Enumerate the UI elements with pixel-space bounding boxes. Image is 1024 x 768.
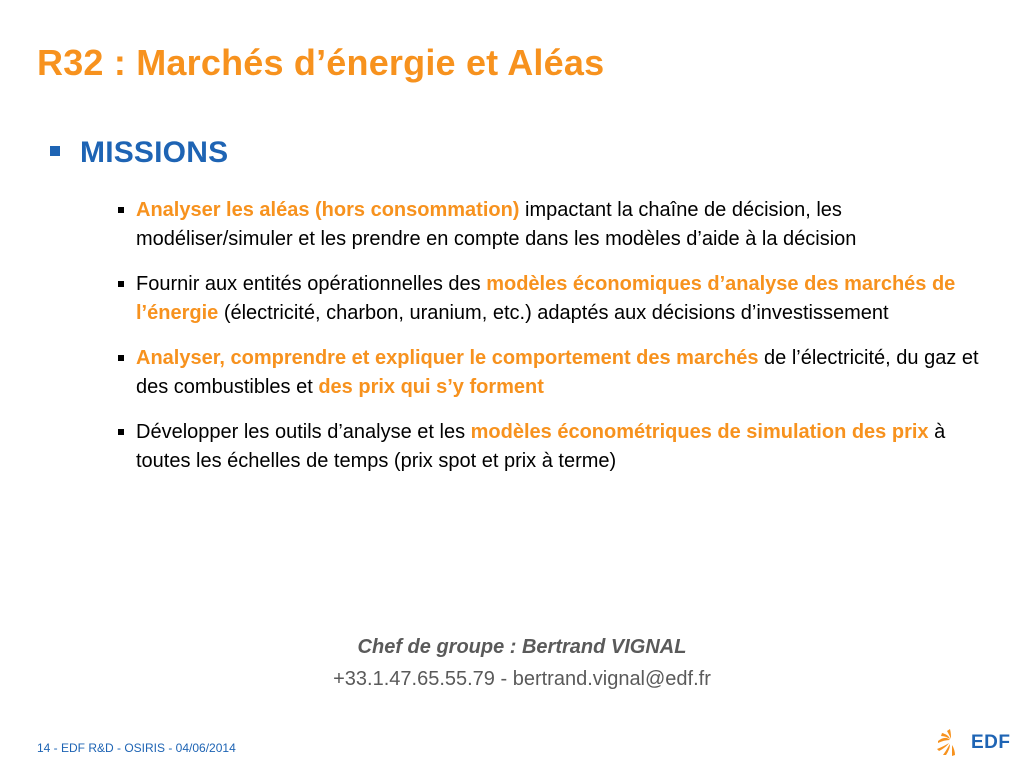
contact-details: +33.1.47.65.55.79 - bertrand.vignal@edf.fr	[333, 668, 711, 690]
mission-item	[116, 270, 996, 327]
body-text: impactant la chaîne de décision, les modéliser/simuler et les prendre en compte dans les modèles d’aide à la décision	[136, 199, 857, 250]
body-text: Développer les outils d’analyse et les	[136, 421, 471, 443]
highlighted-text: modèles économiques d’analyse des marchés de l’énergie	[136, 273, 956, 324]
square-bullet-icon	[118, 355, 124, 361]
square-bullet-icon	[118, 207, 124, 213]
slide-title: R32 : Marchés d’énergie et Aléas	[37, 42, 605, 83]
mission-list	[116, 196, 996, 492]
highlighted-text: des prix qui s’y forment	[318, 375, 544, 398]
contact-block	[0, 632, 1024, 694]
square-bullet-icon	[118, 429, 124, 435]
square-bullet-icon	[118, 281, 124, 287]
edf-sun-icon	[934, 728, 968, 758]
highlighted-text: modèles économétriques de simulation des prix	[470, 421, 929, 443]
footer-text: 14 - EDF R&D - OSIRIS - 04/06/2014	[37, 741, 236, 755]
body-text: à toutes les échelles de temps (prix spot et prix à terme)	[136, 421, 946, 472]
section-title: MISSIONS	[80, 136, 229, 169]
body-text: (électricité, charbon, uranium, etc.) adaptés aux décisions d’investissement	[218, 301, 889, 324]
contact-name: Chef de groupe : Bertrand VIGNAL	[357, 636, 687, 658]
body-text: de l’électricité, du gaz et des combustibles et	[136, 347, 979, 398]
section-heading	[50, 136, 228, 170]
mission-item	[116, 196, 996, 253]
highlighted-text: Analyser, comprendre et expliquer le comportement des marchés	[136, 347, 759, 369]
body-text: Fournir aux entités opérationnelles des	[136, 273, 487, 295]
highlighted-text: Analyser les aléas (hors consommation)	[136, 199, 520, 221]
edf-logo	[934, 728, 1011, 758]
logo-text: EDF	[971, 732, 1011, 753]
mission-item	[116, 344, 996, 401]
mission-item	[116, 418, 996, 475]
square-bullet-icon	[50, 146, 60, 156]
